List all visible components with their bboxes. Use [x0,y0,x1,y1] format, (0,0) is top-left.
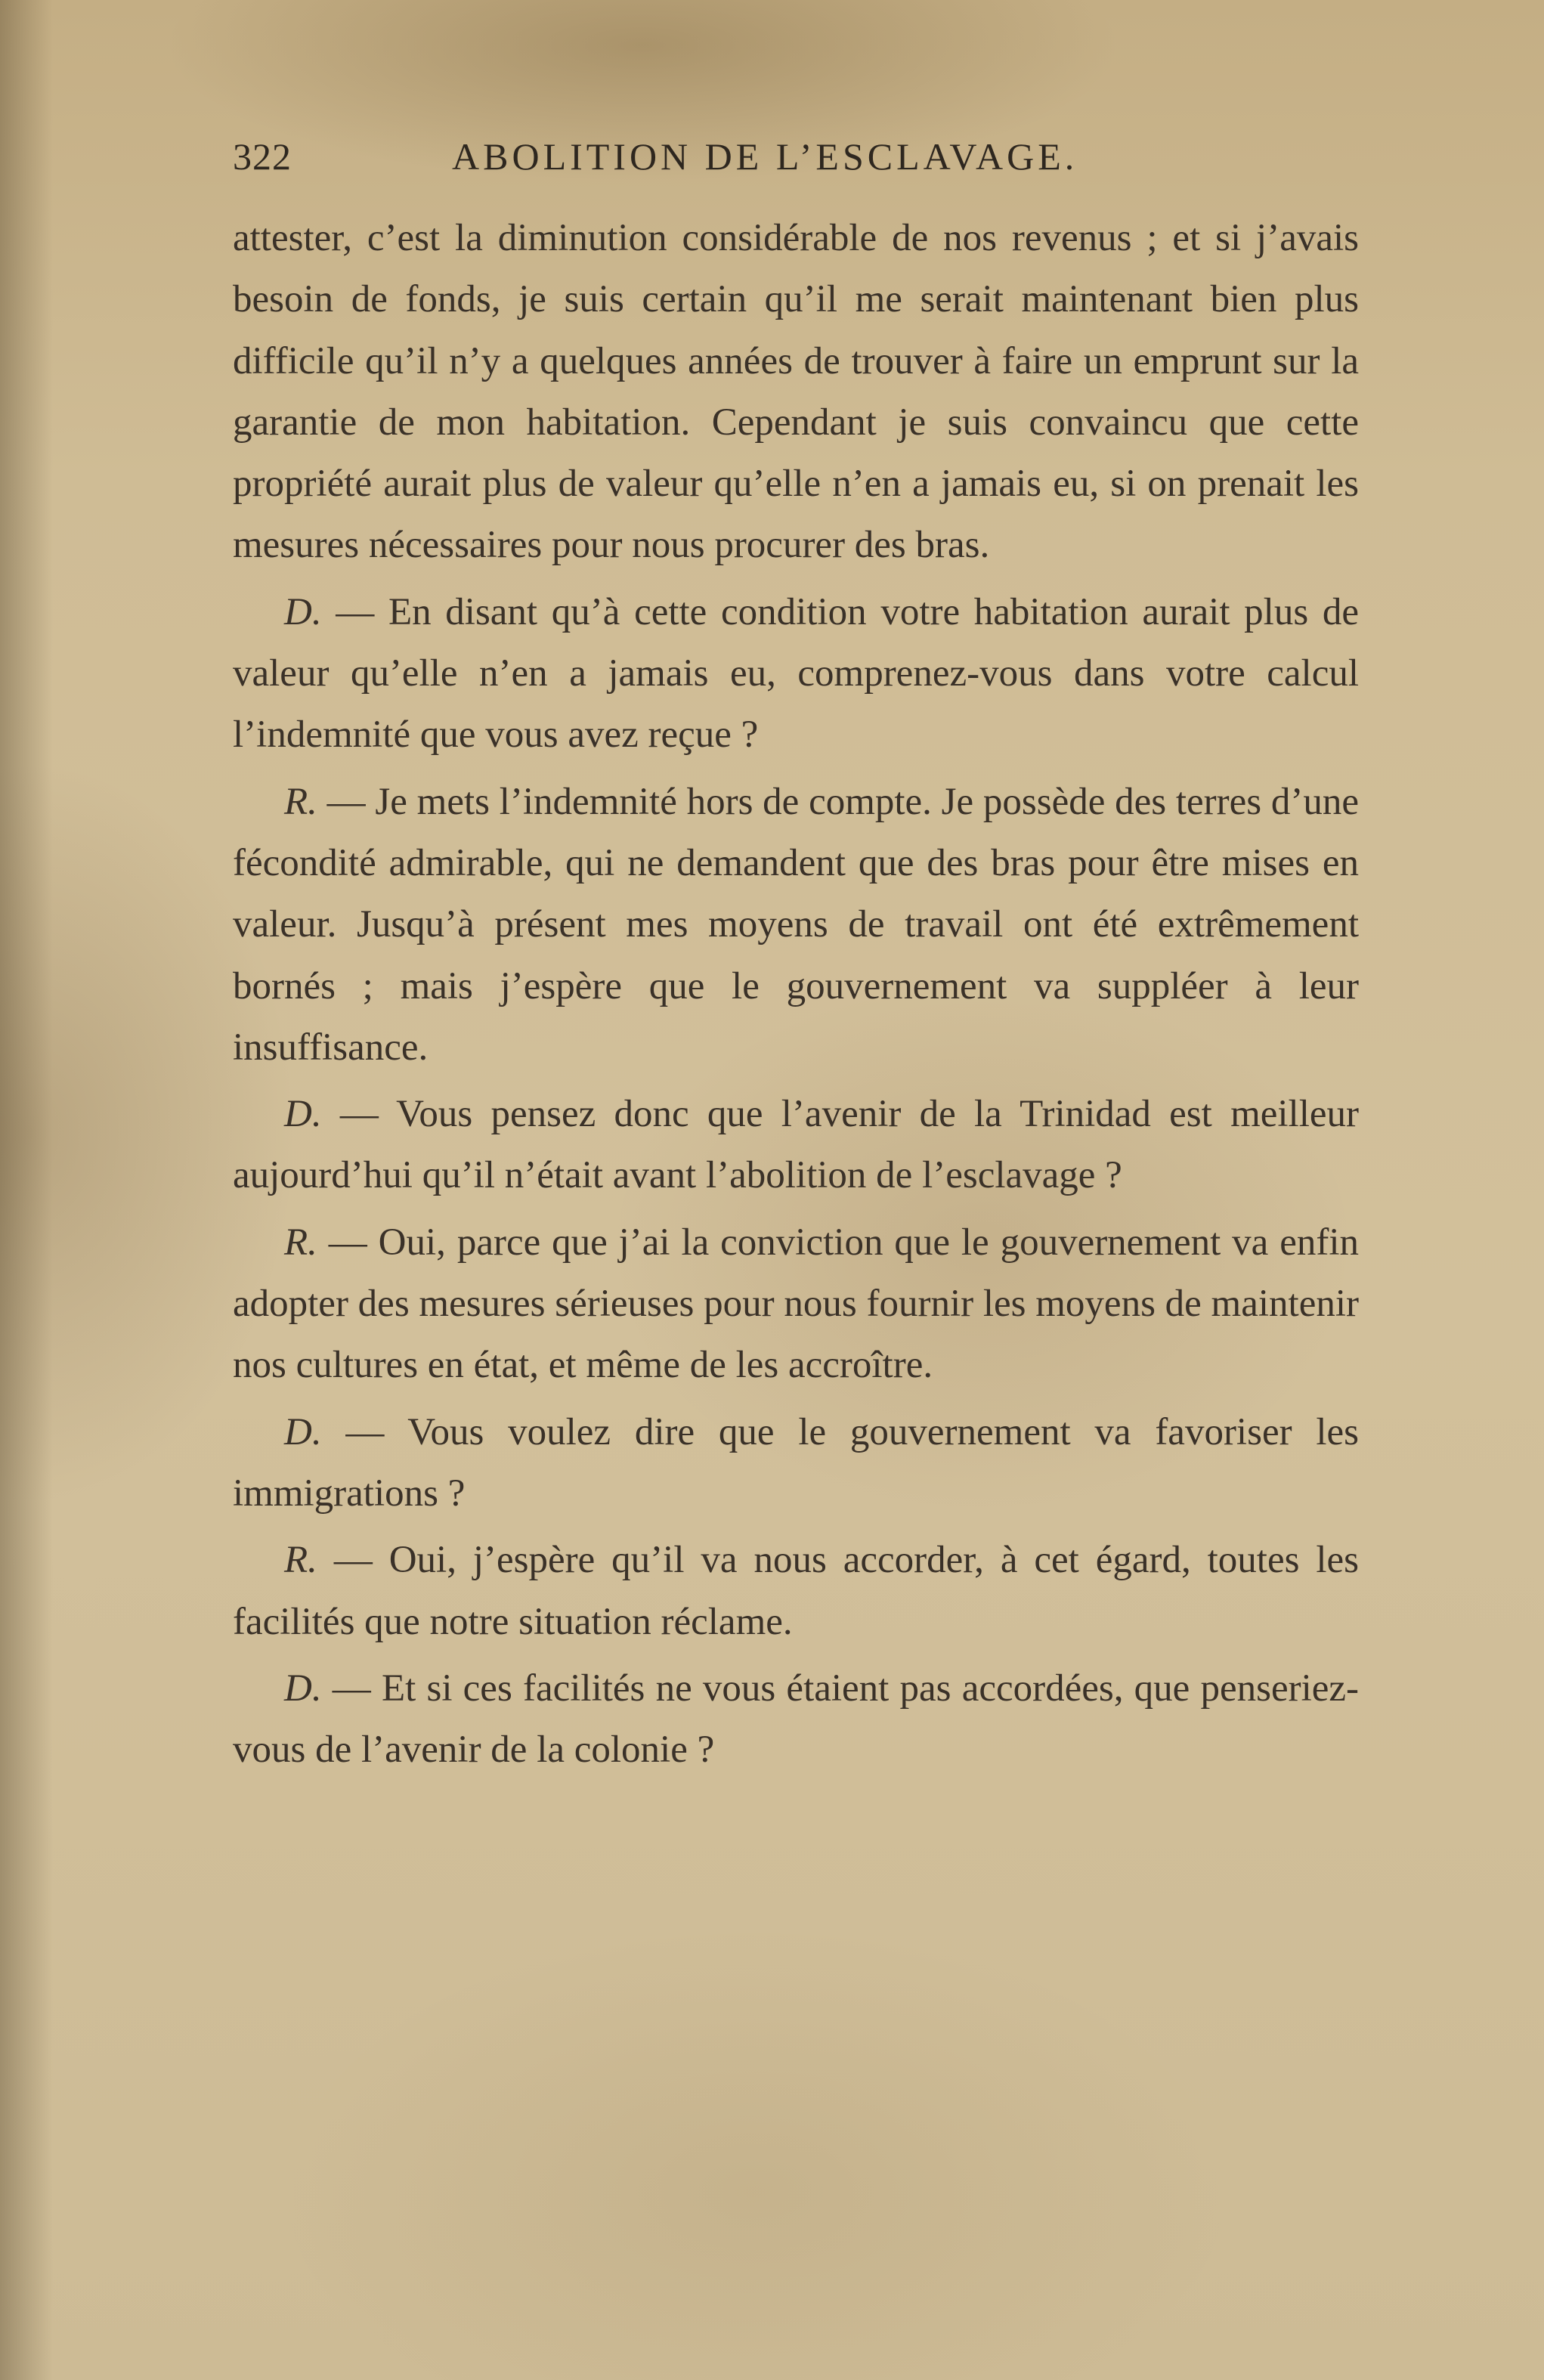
speaker-label: R. [284,780,317,823]
paragraph-text: — Vous voulez dire que le gouvernement va favoriser les immigrations ? [233,1410,1359,1515]
dialogue-question [233,1658,1359,1781]
paragraph-text: — Et si ces facilités ne vous étaient pas accordées, que penseriez-vous de l’avenir de la colonie ? [233,1667,1360,1772]
dialogue-question [233,582,1359,766]
dialogue-question [233,1402,1359,1525]
running-head [233,135,1329,195]
speaker-label: R. [284,1221,317,1264]
speaker-label: R. [284,1539,317,1582]
page-gutter-shadow [0,0,53,2380]
paragraph-text: — Je mets l’indemnité hors de compte. Je possède des terres d’une fécondité admirable, qui ne demandent que des bras pour être mises en valeur. Jusqu’à présent mes moyens de travail ont été extrêmement bornés ; mais j’espère que le gouvernement va suppléer à leur insuffisance. [233,780,1360,1069]
dialogue-answer [233,772,1359,1079]
speaker-label: D. [284,1093,322,1136]
paragraph-text: — En disant qu’à cette condition votre habitation aurait plus de valeur qu’elle n’en a jamais eu, comprenez-vous dans votre calcul l’indemnité que vous avez reçue ? [233,590,1360,757]
paragraph-text: — Oui, parce que j’ai la conviction que le gouvernement va enfin adopter des mesures sérieuses pour nous fournir les moyens de maintenir nos cultures en état, et même de les accroître. [233,1221,1360,1387]
running-title: ABOLITION DE L’ESCLAVAGE. [452,135,1078,178]
body-text [233,208,1359,1781]
paragraph-text: — Vous pensez donc que l’avenir de la Trinidad est meilleur aujourd’hui qu’il n’était avant l’abolition de l’esclavage ? [233,1093,1360,1197]
dialogue-answer [233,1212,1359,1397]
paragraph-text: — Oui, j’espère qu’il va nous accorder, à cet égard, toutes les facilités que notre situation réclame. [233,1539,1359,1643]
speaker-label: D. [284,1410,322,1453]
paragraph-text: attester, c’est la diminution considérable de nos revenus ; et si j’avais besoin de fonds, je suis certain qu’il me serait maintenant bien plus difficile qu’il n’y a quelques années de trouver à faire un emprunt sur la garantie de mon habitation. Cependant je suis convaincu que cette propriété aurait plus de valeur qu’elle n’en a jamais eu, si on prenait les mesures nécessaires pour nous procurer des bras. [233,217,1359,567]
dialogue-answer [233,1530,1359,1653]
paragraph-continuation [233,208,1359,577]
page-number: 322 [233,135,292,178]
speaker-label: D. [284,1667,322,1710]
speaker-label: D. [284,590,322,633]
dialogue-question [233,1084,1359,1207]
